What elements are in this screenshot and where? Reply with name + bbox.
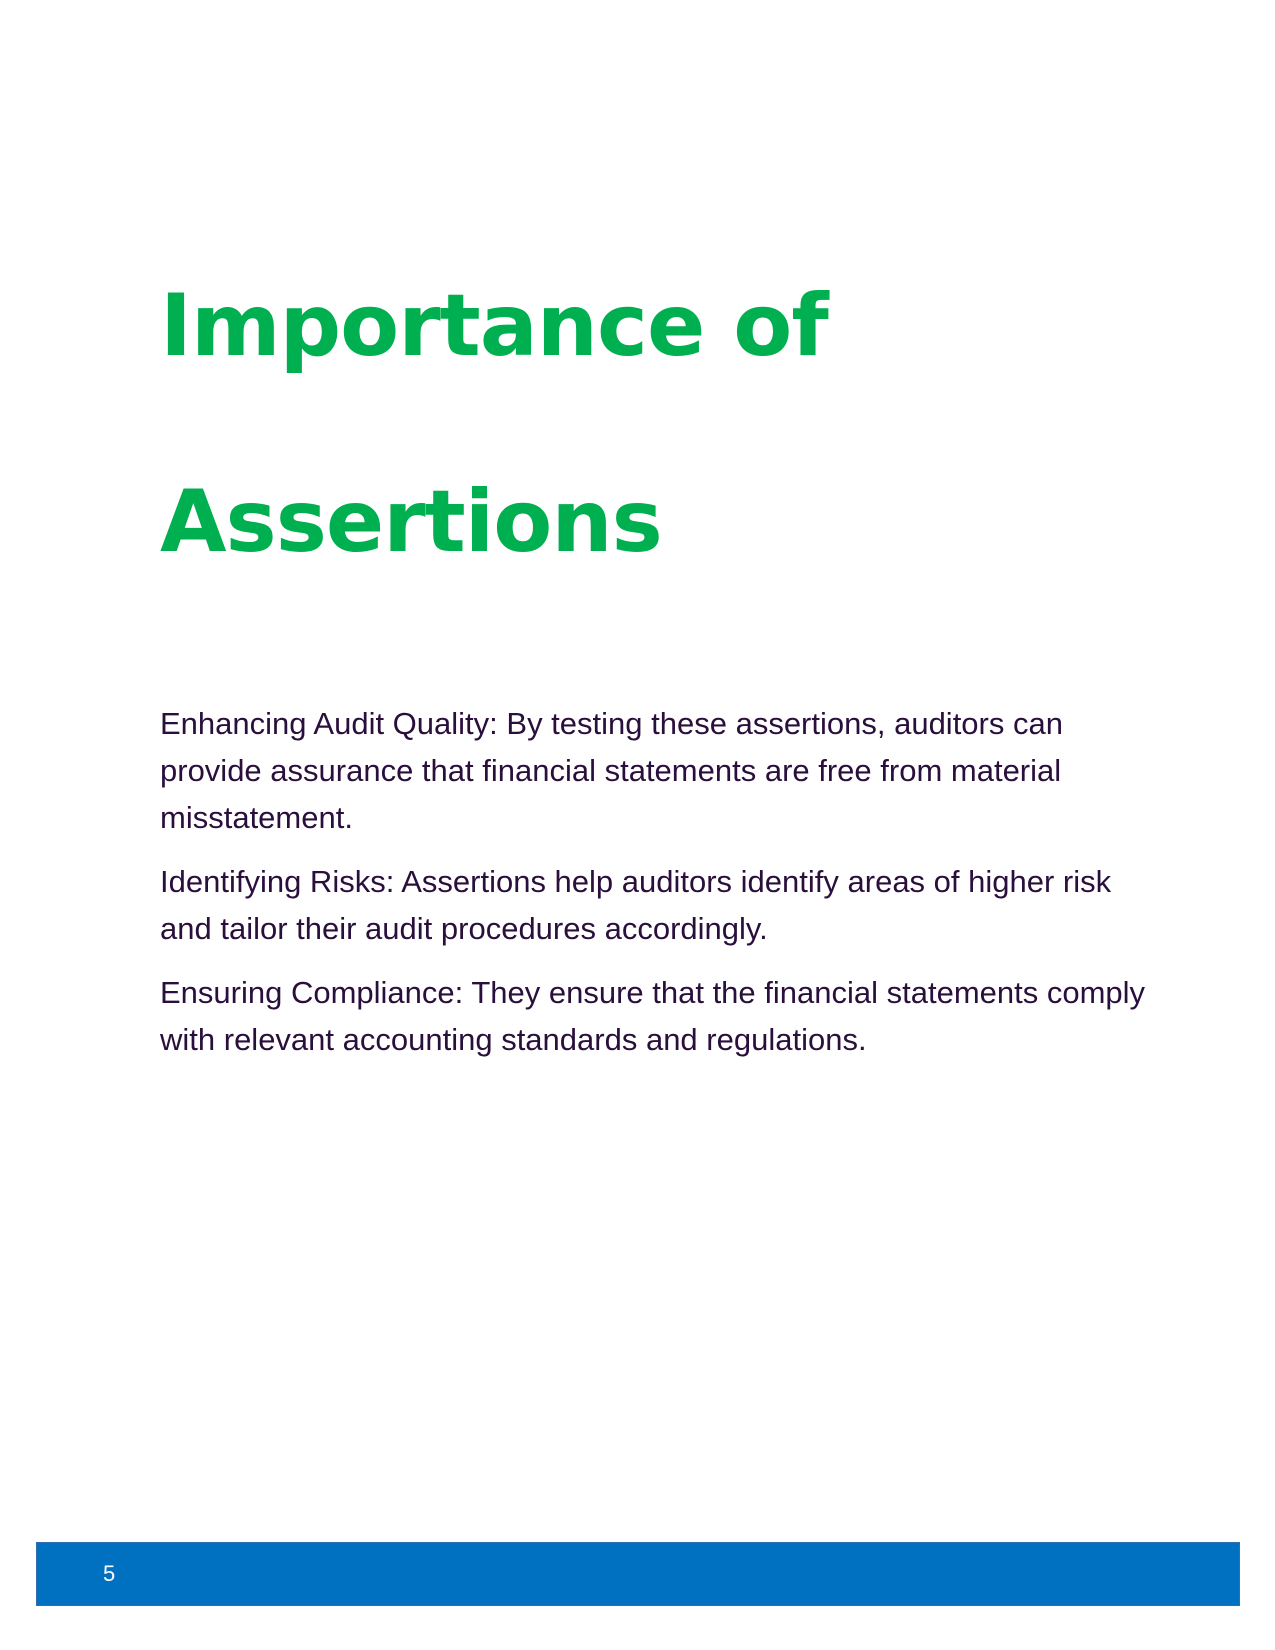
paragraph-identifying-risks: Identifying Risks: Assertions help auditors identify areas of higher risk and tailor their audit procedures accordingly. bbox=[160, 864, 1112, 946]
body-text bbox=[160, 700, 1160, 1080]
page-number: 5 bbox=[103, 1561, 116, 1586]
paragraph-ensuring-compliance: Ensuring Compliance: They ensure that the financial statements comply with relevant accounting standards and regulations. bbox=[160, 975, 1146, 1057]
page-title bbox=[160, 228, 1140, 620]
paragraph-enhancing-audit-quality: Enhancing Audit Quality: By testing these assertions, auditors can provide assurance that financial statements are free from material misstatement. bbox=[160, 706, 1063, 835]
footer-bar bbox=[36, 1542, 1240, 1606]
page-title-line-2: Assertions bbox=[160, 472, 662, 572]
page-title-line-1: Importance of bbox=[160, 276, 828, 376]
